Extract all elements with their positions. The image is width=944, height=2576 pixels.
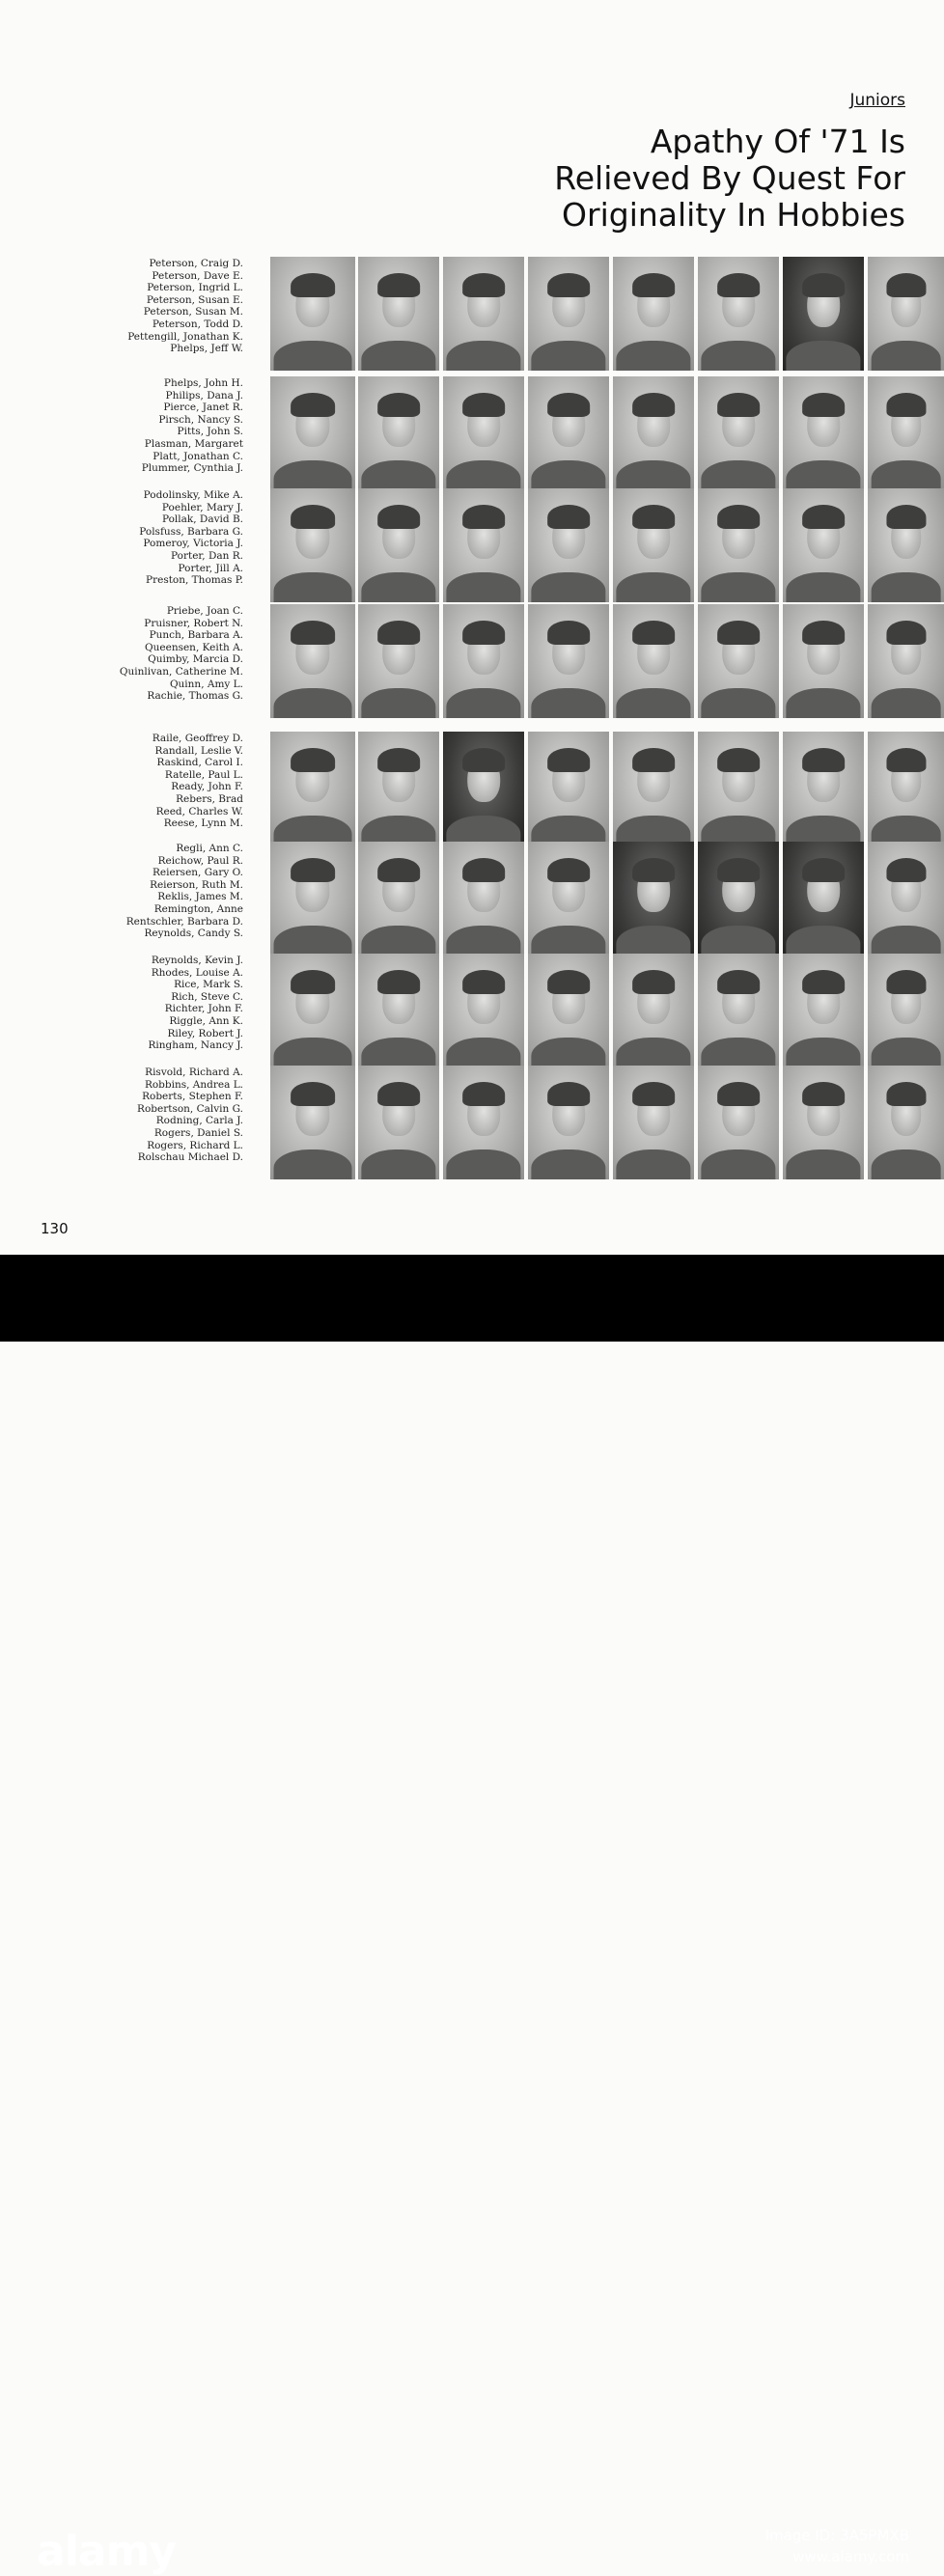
- portrait-hair: [802, 1082, 845, 1107]
- portrait-hair: [717, 858, 760, 883]
- student-portrait: [613, 488, 694, 602]
- portrait-hair: [802, 748, 845, 773]
- portrait-body: [871, 1038, 941, 1067]
- student-name: Richter, John F.: [164, 1003, 243, 1015]
- student-name: Poehler, Mary J.: [161, 501, 243, 513]
- headline-line-1: Apathy Of '71 Is: [650, 123, 905, 160]
- portrait-body: [786, 572, 860, 602]
- student-name: Robertson, Calvin G.: [137, 1102, 243, 1115]
- student-portrait: [443, 376, 524, 490]
- headline-line-2: Relieved By Quest For: [554, 159, 905, 197]
- portrait-body: [871, 460, 941, 490]
- student-name: Pierce, Janet R.: [163, 402, 243, 414]
- student-name: Rodning, Carla J.: [155, 1115, 243, 1127]
- yearbook-page: [0, 0, 944, 1255]
- student-name: Ratelle, Paul L.: [164, 768, 243, 781]
- portrait-hair: [802, 858, 845, 883]
- student-portrait: [443, 488, 524, 602]
- portrait-hair: [462, 748, 505, 773]
- portrait-hair: [632, 858, 675, 883]
- student-name: Peterson, Craig D.: [149, 258, 243, 269]
- portrait-body: [274, 341, 352, 371]
- portrait-body: [361, 1038, 435, 1067]
- student-name: Porter, Dan R.: [171, 549, 243, 562]
- student-name: Raskind, Carol I.: [156, 757, 243, 769]
- student-name: Riggle, Ann K.: [169, 1014, 243, 1027]
- portrait-hair: [886, 970, 926, 995]
- student-portrait: [443, 257, 524, 371]
- portrait-body: [616, 460, 690, 490]
- student-portrait: [868, 376, 944, 490]
- student-names-group: [0, 1066, 243, 1164]
- portrait-hair: [717, 970, 760, 995]
- portrait-hair: [886, 1082, 926, 1107]
- student-name: Reynolds, Kevin J.: [151, 955, 243, 966]
- student-name: Randall, Leslie V.: [154, 744, 243, 757]
- portrait-hair: [377, 393, 420, 418]
- portrait-hair: [377, 1082, 420, 1107]
- portrait-body: [361, 1150, 435, 1179]
- student-name: Reiersen, Gary O.: [152, 867, 243, 879]
- portrait-body: [531, 1150, 605, 1179]
- page-number: 130: [41, 1220, 69, 1237]
- image-id-label: Image ID: 3A5PMXB: [764, 2527, 909, 2544]
- portrait-hair: [291, 970, 335, 995]
- student-portrait: [613, 732, 694, 845]
- alamy-logo: alamy: [37, 2527, 176, 2576]
- student-portrait: [358, 954, 439, 1067]
- student-name: Plasman, Margaret: [144, 437, 243, 450]
- student-portrait: [270, 376, 355, 490]
- student-portrait: [698, 1066, 779, 1179]
- student-portrait: [698, 842, 779, 956]
- portrait-hair: [632, 970, 675, 995]
- student-name: Pirsch, Nancy S.: [158, 413, 243, 426]
- portrait-hair: [462, 393, 505, 418]
- student-portrait: [270, 488, 355, 602]
- portrait-hair: [717, 1082, 760, 1107]
- portrait-body: [446, 926, 520, 956]
- portrait-body: [446, 1150, 520, 1179]
- portrait-body: [361, 926, 435, 956]
- portrait-hair: [802, 505, 845, 530]
- student-name: Remington, Anne: [153, 902, 243, 915]
- watermark-bar: [0, 1255, 944, 2576]
- student-name: Quimby, Marcia D.: [148, 653, 243, 666]
- portrait-hair: [717, 748, 760, 773]
- student-name: Regli, Ann C.: [176, 843, 243, 854]
- portrait-hair: [632, 621, 675, 646]
- portrait-hair: [291, 505, 335, 530]
- student-names-group: [0, 489, 243, 587]
- portrait-body: [701, 688, 775, 718]
- student-name: Plummer, Cynthia J.: [141, 462, 243, 475]
- portrait-hair: [886, 858, 926, 883]
- student-portrait: [443, 954, 524, 1067]
- portrait-body: [871, 341, 941, 371]
- student-portrait: [528, 954, 609, 1067]
- student-portrait: [358, 842, 439, 956]
- student-name: Pettengill, Jonathan K.: [127, 330, 243, 343]
- student-name: Porter, Jill A.: [178, 562, 243, 574]
- portrait-body: [616, 688, 690, 718]
- portrait-hair: [462, 273, 505, 298]
- portrait-body: [616, 1150, 690, 1179]
- student-name: Robbins, Andrea L.: [144, 1078, 243, 1091]
- portrait-body: [361, 572, 435, 602]
- student-portrait: [868, 488, 944, 602]
- student-name: Phelps, John H.: [163, 377, 243, 389]
- student-name: Reed, Charles W.: [155, 805, 243, 817]
- portrait-hair: [547, 621, 590, 646]
- portrait-hair: [717, 621, 760, 646]
- student-name: Reierson, Ruth M.: [150, 878, 243, 891]
- student-portrait: [270, 1066, 355, 1179]
- portrait-body: [531, 926, 605, 956]
- portrait-hair: [377, 970, 420, 995]
- student-portrait: [868, 842, 944, 956]
- student-portrait: [613, 954, 694, 1067]
- portrait-body: [531, 460, 605, 490]
- student-portrait: [698, 732, 779, 845]
- student-portrait: [358, 732, 439, 845]
- portrait-body: [616, 1038, 690, 1067]
- student-portrait: [358, 376, 439, 490]
- portrait-hair: [462, 970, 505, 995]
- student-name: Platt, Jonathan C.: [153, 450, 243, 462]
- student-portrait: [443, 604, 524, 718]
- portrait-body: [701, 1038, 775, 1067]
- headline-line-3: Originality In Hobbies: [562, 196, 905, 234]
- student-name: Queensen, Keith A.: [145, 641, 243, 653]
- student-name: Peterson, Susan M.: [143, 306, 243, 319]
- student-names-group: [0, 733, 243, 830]
- student-portrait: [613, 842, 694, 956]
- student-portrait: [698, 954, 779, 1067]
- portrait-body: [616, 341, 690, 371]
- student-portrait: [698, 257, 779, 371]
- portrait-hair: [802, 273, 845, 298]
- portrait-body: [446, 572, 520, 602]
- portrait-hair: [547, 748, 590, 773]
- portrait-body: [446, 341, 520, 371]
- portrait-body: [274, 1150, 352, 1179]
- student-name: Pollak, David B.: [161, 513, 243, 526]
- student-name: Rentschler, Barbara D.: [125, 915, 243, 928]
- portrait-body: [786, 1150, 860, 1179]
- portrait-body: [361, 341, 435, 371]
- student-portrait: [783, 604, 864, 718]
- portrait-body: [871, 926, 941, 956]
- portrait-body: [701, 460, 775, 490]
- portrait-hair: [377, 621, 420, 646]
- student-name: Peterson, Todd D.: [152, 318, 243, 330]
- portrait-hair: [547, 970, 590, 995]
- portrait-body: [701, 926, 775, 956]
- portrait-hair: [632, 1082, 675, 1107]
- portrait-body: [274, 460, 352, 490]
- student-portrait: [613, 1066, 694, 1179]
- portrait-body: [786, 460, 860, 490]
- student-name: Reichow, Paul R.: [157, 854, 243, 867]
- student-portrait: [783, 954, 864, 1067]
- student-name: Risvold, Richard A.: [145, 1066, 243, 1078]
- student-name: Pruisner, Robert N.: [144, 617, 243, 629]
- portrait-hair: [802, 970, 845, 995]
- student-names-group: [0, 843, 243, 940]
- portrait-hair: [291, 393, 335, 418]
- portrait-body: [274, 572, 352, 602]
- portrait-hair: [462, 505, 505, 530]
- student-portrait: [868, 257, 944, 371]
- student-portrait: [783, 732, 864, 845]
- student-portrait: [868, 1066, 944, 1179]
- student-name: Roberts, Stephen F.: [142, 1091, 243, 1103]
- student-name: Reese, Lynn M.: [163, 817, 243, 830]
- student-name: Phelps, Jeff W.: [170, 343, 243, 355]
- portrait-body: [701, 1150, 775, 1179]
- portrait-body: [786, 1038, 860, 1067]
- portrait-body: [701, 341, 775, 371]
- student-name: Philips, Dana J.: [165, 389, 243, 402]
- portrait-hair: [632, 505, 675, 530]
- student-portrait: [783, 842, 864, 956]
- portrait-hair: [632, 748, 675, 773]
- portrait-hair: [291, 858, 335, 883]
- student-portrait: [783, 1066, 864, 1179]
- student-portrait: [358, 1066, 439, 1179]
- student-name: Polsfuss, Barbara G.: [139, 525, 243, 538]
- student-portrait: [698, 488, 779, 602]
- student-portrait: [528, 604, 609, 718]
- student-name: Rhodes, Louise A.: [151, 966, 243, 979]
- student-name: Peterson, Susan E.: [146, 293, 243, 306]
- student-portrait: [698, 376, 779, 490]
- student-name: Peterson, Dave E.: [152, 269, 243, 282]
- student-name: Preston, Thomas P.: [146, 574, 243, 587]
- portrait-hair: [377, 748, 420, 773]
- portrait-body: [446, 460, 520, 490]
- student-portrait: [528, 1066, 609, 1179]
- portrait-body: [361, 460, 435, 490]
- student-portrait: [528, 732, 609, 845]
- student-portrait: [358, 488, 439, 602]
- student-name: Ready, John F.: [171, 781, 243, 793]
- portrait-hair: [717, 393, 760, 418]
- portrait-hair: [802, 621, 845, 646]
- student-portrait: [783, 257, 864, 371]
- student-portrait: [358, 604, 439, 718]
- student-portrait: [528, 376, 609, 490]
- portrait-hair: [377, 273, 420, 298]
- student-names-group: [0, 258, 243, 355]
- student-names-group: [0, 955, 243, 1052]
- portrait-hair: [886, 748, 926, 773]
- student-portrait: [868, 732, 944, 845]
- portrait-body: [446, 1038, 520, 1067]
- portrait-body: [871, 688, 941, 718]
- portrait-body: [786, 341, 860, 371]
- student-name: Rogers, Daniel S.: [153, 1126, 243, 1139]
- student-portrait: [868, 604, 944, 718]
- student-name: Punch, Barbara A.: [149, 629, 243, 642]
- portrait-hair: [547, 858, 590, 883]
- student-name: Peterson, Ingrid L.: [147, 282, 243, 294]
- student-portrait: [783, 488, 864, 602]
- student-portrait: [443, 1066, 524, 1179]
- student-portrait: [270, 604, 355, 718]
- student-name: Rogers, Richard L.: [147, 1139, 243, 1151]
- portrait-body: [531, 688, 605, 718]
- portrait-hair: [547, 393, 590, 418]
- portrait-hair: [632, 393, 675, 418]
- student-portrait: [443, 732, 524, 845]
- portrait-grid: [0, 0, 944, 1255]
- student-names-group: [0, 605, 243, 703]
- student-portrait: [528, 842, 609, 956]
- student-portrait: [528, 257, 609, 371]
- student-portrait: [443, 842, 524, 956]
- portrait-body: [871, 1150, 941, 1179]
- portrait-body: [531, 572, 605, 602]
- section-label: Juniors: [849, 91, 905, 110]
- student-name: Reynolds, Candy S.: [144, 928, 243, 940]
- student-name: Reklis, James M.: [157, 891, 243, 903]
- portrait-hair: [717, 273, 760, 298]
- student-portrait: [270, 842, 355, 956]
- portrait-hair: [886, 621, 926, 646]
- portrait-body: [361, 688, 435, 718]
- portrait-hair: [462, 858, 505, 883]
- portrait-hair: [462, 621, 505, 646]
- portrait-hair: [462, 1082, 505, 1107]
- portrait-body: [531, 1038, 605, 1067]
- student-name: Raile, Geoffrey D.: [152, 733, 243, 744]
- portrait-body: [616, 572, 690, 602]
- portrait-hair: [886, 505, 926, 530]
- portrait-hair: [802, 393, 845, 418]
- portrait-hair: [547, 1082, 590, 1107]
- portrait-hair: [547, 505, 590, 530]
- portrait-hair: [377, 505, 420, 530]
- student-name: Rachie, Thomas G.: [147, 690, 243, 703]
- student-portrait: [358, 257, 439, 371]
- portrait-hair: [547, 273, 590, 298]
- student-portrait: [613, 257, 694, 371]
- portrait-hair: [291, 748, 335, 773]
- student-portrait: [698, 604, 779, 718]
- student-portrait: [613, 376, 694, 490]
- student-name: Rolschau Michael D.: [137, 1151, 243, 1164]
- student-portrait: [270, 257, 355, 371]
- student-name: Riley, Robert J.: [167, 1027, 243, 1039]
- brand-url: www.alamy.com: [792, 2548, 909, 2565]
- portrait-body: [871, 572, 941, 602]
- portrait-body: [786, 688, 860, 718]
- portrait-hair: [717, 505, 760, 530]
- portrait-body: [701, 572, 775, 602]
- portrait-body: [446, 688, 520, 718]
- student-name: Rebers, Brad: [176, 792, 243, 805]
- student-names-group: [0, 377, 243, 475]
- portrait-body: [531, 341, 605, 371]
- portrait-hair: [291, 621, 335, 646]
- student-portrait: [528, 488, 609, 602]
- student-name: Podolinsky, Mike A.: [143, 489, 243, 501]
- student-portrait: [270, 954, 355, 1067]
- student-name: Ringham, Nancy J.: [148, 1039, 243, 1052]
- portrait-body: [274, 688, 352, 718]
- student-portrait: [613, 604, 694, 718]
- student-name: Quinn, Amy L.: [169, 678, 243, 690]
- portrait-body: [786, 926, 860, 956]
- portrait-hair: [886, 393, 926, 418]
- portrait-hair: [886, 273, 926, 298]
- student-portrait: [783, 376, 864, 490]
- portrait-body: [274, 1038, 352, 1067]
- student-name: Quinlivan, Catherine M.: [119, 665, 243, 678]
- student-name: Pitts, John S.: [177, 426, 243, 438]
- portrait-hair: [291, 273, 335, 298]
- student-portrait: [868, 954, 944, 1067]
- portrait-hair: [632, 273, 675, 298]
- portrait-hair: [291, 1082, 335, 1107]
- student-name: Rice, Mark S.: [174, 979, 243, 991]
- portrait-body: [274, 926, 352, 956]
- student-portrait: [270, 732, 355, 845]
- student-name: Rich, Steve C.: [171, 990, 243, 1003]
- portrait-body: [616, 926, 690, 956]
- student-name: Pomeroy, Victoria J.: [143, 538, 243, 550]
- student-name: Priebe, Joan C.: [166, 605, 243, 617]
- portrait-hair: [377, 858, 420, 883]
